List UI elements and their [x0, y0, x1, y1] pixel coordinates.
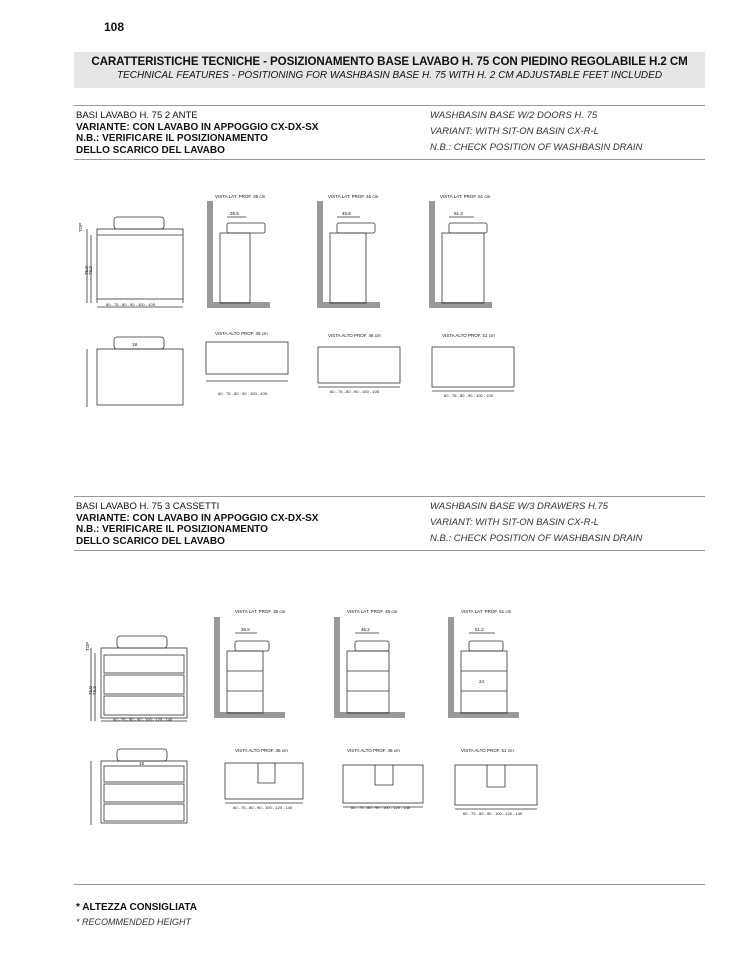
- plan2-width-46: 60 - 75 - 80 - 90 - 100 - 120 - 140: [351, 805, 411, 810]
- section1-note: N.B.: VERIFICARE IL POSIZIONAMENTO: [76, 133, 268, 144]
- side-dim-46: 45.8: [342, 211, 351, 216]
- header-subtitle: TECHNICAL FEATURES - POSITIONING FOR WASHBASIN BASE H. 75 WITH H. 2 CM ADJUSTABLE FEET INCLUDED: [116, 70, 663, 81]
- side-view-51: [432, 194, 492, 305]
- drain-dim: 18: [132, 342, 138, 347]
- section1-title: BASI LAVABO H. 75 2 ANTE: [76, 110, 198, 121]
- side2-dim-46: 46.2: [361, 627, 370, 632]
- plan2-view-51: [455, 748, 537, 816]
- side2-view-51: [451, 609, 519, 715]
- front-view-cabinet: [78, 217, 183, 307]
- section1-english: [430, 108, 642, 156]
- plan-view-label-51: VISTA ALTO PROF. 51 cm: [442, 333, 495, 338]
- front-height-73: 73.2: [88, 266, 93, 275]
- front-view-drawers: [85, 636, 187, 722]
- front2-width-dims: 60 - 75 - 80 - 90 - 100 - 120 - 140: [113, 717, 173, 722]
- section2-italian: [76, 501, 318, 547]
- section1-technical-drawings: [70, 185, 540, 415]
- section-divider: [74, 550, 705, 551]
- plan2-width-51: 60 - 70 - 80 - 90 - 100 - 120 - 140: [463, 811, 523, 816]
- section1-note-en: N.B.: CHECK POSITION OF WASHBASIN DRAIN: [430, 142, 643, 153]
- back2-view: [91, 749, 187, 825]
- footer-divider: [74, 884, 705, 885]
- section2-title-en: WASHBASIN BASE W/3 DRAWERS H.75: [430, 501, 609, 512]
- section1-title-en: WASHBASIN BASE W/2 DOORS H. 75: [430, 110, 598, 121]
- section2-note-2: DELLO SCARICO DEL LAVABO: [76, 535, 225, 547]
- plan-width-35: 60 - 75 - 80 - 90 - 100 - 105: [218, 391, 267, 396]
- section-divider: [74, 496, 705, 497]
- section1-variant-en: VARIANT: WITH SIT-ON BASIN CX-R-L: [430, 126, 599, 137]
- section1-variant: VARIANTE: CON LAVABO IN APPOGGIO CX-DX-SX: [76, 121, 319, 133]
- plan2-view-label-35: VISTA ALTO PROF. 35 cm: [235, 748, 288, 753]
- side2-view-35: [217, 609, 286, 715]
- page-number: 108: [104, 20, 125, 34]
- side2-dim-35: 35.5: [241, 627, 250, 632]
- front-top-label: TOP: [78, 222, 83, 232]
- section-divider: [74, 159, 705, 160]
- drain2-dim: 18: [139, 761, 145, 766]
- side-view-label-35: VISTA LAT. PROF. 35 cm: [215, 194, 266, 199]
- side2-view-label-46: VISTA LAT. PROF. 46 cm: [347, 609, 398, 614]
- plan-view-46: [318, 333, 400, 394]
- side2-view-label-51: VISTA LAT. PROF. 51 cm: [461, 609, 512, 614]
- plan2-view-label-51: VISTA ALTO PROF. 51 cm: [461, 748, 514, 753]
- front2-top-label: TOP: [85, 641, 90, 651]
- side-dim-35: 35.5: [230, 211, 239, 216]
- plan2-view-label-46: VISTA ALTO PROF. 46 cm: [347, 748, 400, 753]
- side-view-label-46: VISTA LAT. PROF. 46 cm: [328, 194, 379, 199]
- side2-dim-51: 51.2: [475, 627, 484, 632]
- section2-note-en: N.B.: CHECK POSITION OF WASHBASIN DRAIN: [430, 533, 643, 544]
- side2-view-label-35: VISTA LAT. PROF. 35 cm: [235, 609, 286, 614]
- plan-view-51: [432, 333, 514, 398]
- side-view-label-51: VISTA LAT. PROF. 51 cm: [440, 194, 491, 199]
- front2-height-73: 73.2: [92, 686, 97, 695]
- plan-width-51: 60 - 75 - 80 - 90 - 100 - 105: [444, 393, 493, 398]
- footnote-english: * RECOMMENDED HEIGHT: [76, 917, 192, 927]
- plan2-view-35: [225, 748, 303, 810]
- side-view-46: [320, 194, 380, 305]
- section1-italian: [76, 110, 318, 156]
- section2-note: N.B.: VERIFICARE IL POSIZIONAMENTO: [76, 524, 268, 535]
- header-title: CARATTERISTICHE TECNICHE - POSIZIONAMENTO BASE LAVABO H. 75 CON PIEDINO REGOLABILE H.2 CM: [91, 55, 688, 68]
- header-band: [74, 52, 705, 88]
- drawer-dim: 24: [479, 679, 485, 684]
- plan-view-label-35: VISTA ALTO PROF. 35 cm: [215, 331, 268, 336]
- section2-english: [430, 499, 642, 547]
- section1-note-2: DELLO SCARICO DEL LAVABO: [76, 144, 225, 156]
- plan-width-46: 60 - 75 - 80 - 90 - 100 - 105: [330, 389, 379, 394]
- plan-view-label-46: VISTA ALTO PROF. 46 cm: [328, 333, 381, 338]
- plan2-view-46: [343, 748, 423, 810]
- section2-technical-drawings: [75, 603, 545, 833]
- side-view-35: [210, 194, 270, 305]
- front-height-75: 75.0: [84, 266, 89, 275]
- plan2-width-35: 60 - 75 - 80 - 90 - 100 - 120 - 140: [233, 805, 293, 810]
- section-divider: [74, 105, 705, 106]
- section2-title: BASI LAVABO H. 75 3 CASSETTI: [76, 501, 220, 512]
- front-width-dims: 60 - 75 - 80 - 90 - 100 - 105: [106, 302, 155, 307]
- back-view-cabinet: [87, 337, 183, 407]
- side2-view-46: [337, 609, 405, 715]
- footnote-italian: * ALTEZZA CONSIGLIATA: [76, 902, 197, 913]
- section2-variant: VARIANTE: CON LAVABO IN APPOGGIO CX-DX-SX: [76, 512, 319, 524]
- section2-variant-en: VARIANT: WITH SIT-ON BASIN CX-R-L: [430, 517, 599, 528]
- side-dim-51: 51.3: [454, 211, 463, 216]
- front2-height-75: 75.0: [88, 686, 93, 695]
- plan-view-35: [206, 331, 288, 396]
